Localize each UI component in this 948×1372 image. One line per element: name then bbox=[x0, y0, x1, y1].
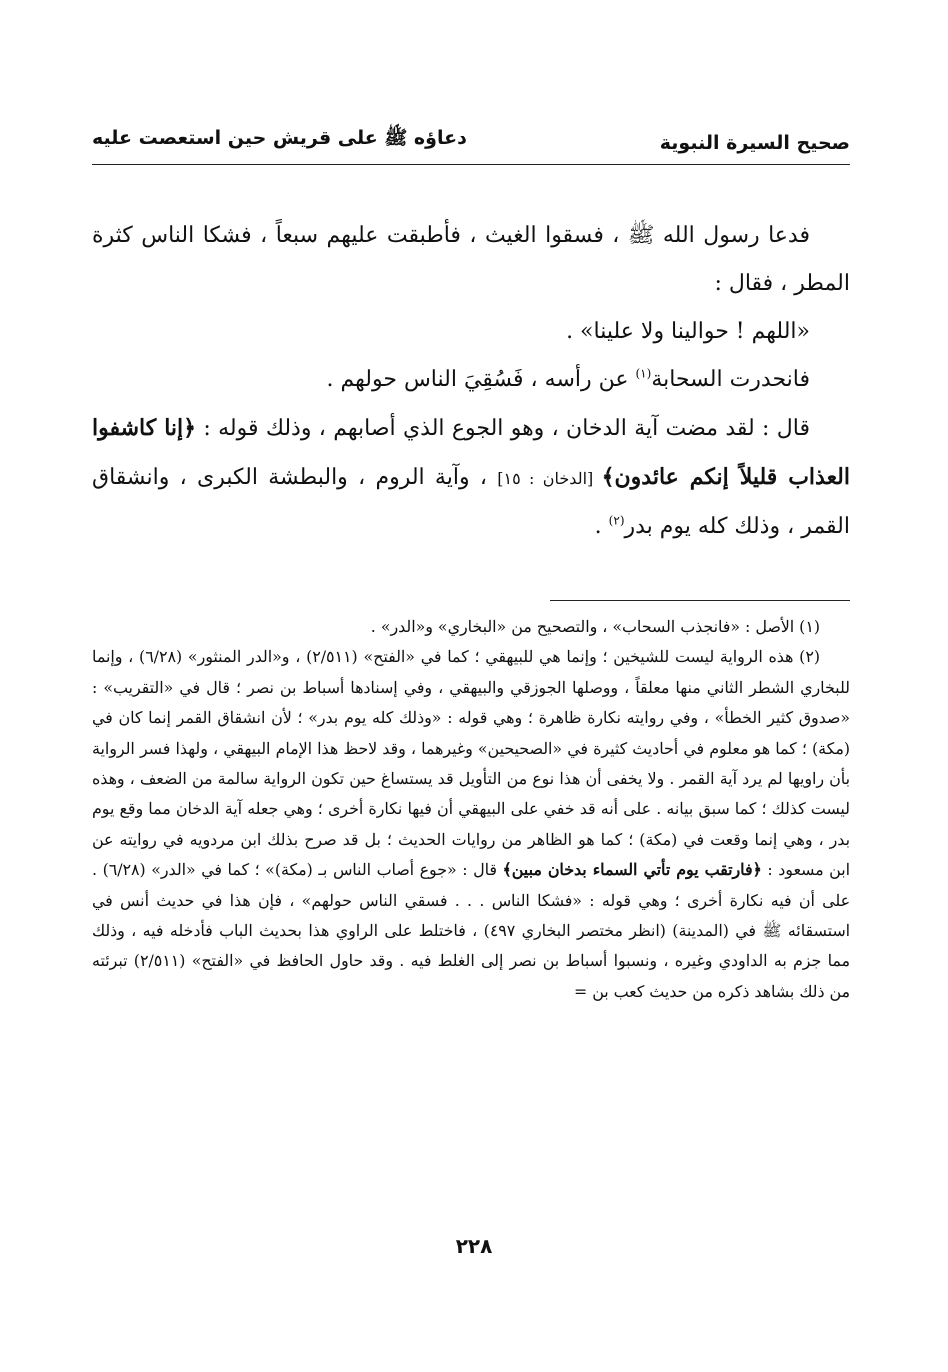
paragraph-4-text-cont: ، وآية الروم ، والبطشة الكبرى ، وانشقاق القمر ، وذلك كله يوم بدر bbox=[92, 465, 850, 539]
paragraph-4 bbox=[92, 404, 850, 551]
paragraph-4-text: قال : لقد مضت آية الدخان ، وهو الجوع الذي أصابهم ، وذلك قوله : bbox=[196, 416, 810, 441]
paragraph-4-end: . bbox=[594, 514, 609, 539]
footnote-separator bbox=[550, 600, 850, 601]
paragraph-3-text-end: عن رأسه ، فَسُقِيَ الناس حولهم . bbox=[326, 367, 636, 392]
footnote-ref-2[interactable]: (٢) bbox=[608, 513, 625, 528]
footnote-1: (١) الأصل : «فانجذب السحاب» ، والتصحيح من «البخاري» و«الدر» . bbox=[370, 617, 820, 636]
quran-verse: ﴿إنا كاشفوا العذاب قليلاً إنكم عائدون﴾ bbox=[92, 415, 850, 490]
header-rule bbox=[92, 164, 850, 165]
footnote-quran-verse: ﴿فارتقب يوم تأتي السماء بدخان مبين﴾ bbox=[502, 860, 762, 880]
paragraph-3-text: فانحدرت السحابة bbox=[651, 367, 810, 392]
running-header bbox=[92, 128, 850, 154]
book-title: صحيح السيرة النبوية bbox=[659, 132, 850, 154]
page-number: ٢٢٨ bbox=[455, 1234, 493, 1258]
verse-citation: [الدخان : ١٥] bbox=[497, 469, 602, 488]
main-text bbox=[92, 212, 850, 551]
chapter-title: دعاؤه ﷺ على قريش حين استعصت عليه bbox=[92, 127, 467, 149]
paragraph-1: فدعا رسول الله ﷺ ، فسقوا الغيث ، فأطبقت عليهم سبعاً ، فشكا الناس كثرة المطر ، فقال : bbox=[92, 223, 850, 296]
footnotes bbox=[92, 612, 850, 1007]
footnote-2 bbox=[92, 642, 850, 1007]
footnote-2-text-cont: قال : «جوع أصاب الناس بـ (مكة)» ؛ كما في «الدر» (٦/٢٨) . على أن فيه نكارة أخرى ؛ وهي قوله : «فشكا الناس . . . فسقي الناس حولهم» ، فإن هذا في حديث أنس في استسقائه ﷺ في (المدينة) (انظر مختصر البخاري ٤٩٧) ، فاختلط على الراوي هذا بحديث الباب فأدخله فيه ، وذلك مما جزم به الداودي وغيره ، ونسبوا أسباط بن نصر إلى الغلط فيه . وقد حاول الحافظ في «الفتح» (٢/٥١١) تبرئته من ذلك بشاهد ذكره من حديث كعب بن = bbox=[92, 860, 850, 1001]
paragraph-2: «اللهم ! حوالينا ولا علينا» . bbox=[566, 319, 810, 344]
footnote-2-text: (٢) هذه الرواية ليست للشيخين ؛ وإنما هي للبيهقي ؛ كما في «الفتح» (٢/٥١١) ، و«الدر المنثور» (٦/٢٨) ، وإنما للبخاري الشطر الثاني منها معلقاً ، ووصلها الجوزقي والبيهقي ، وفي إسنادها أسباط بن نصر ؛ قال في «التقريب» : «صدوق كثير الخطأ» ، وفي روايته نكارة ظاهرة ؛ وهي قوله : «وذلك كله يوم بدر» ؛ لأن انشقاق القمر إنما كان في (مكة) ؛ كما هو معلوم في أحاديث كثيرة في «الصحيحين» وغيرهما ، وقد لاحظ هذا الإمام البيهقي ، ولهذا فسر الرواية بأن راويها لم يرد آية القمر . ولا يخفى أن هذا نوع من التأويل قد يستساغ حين تكون الرواية سالمة من الضعف ، وهذه ليست كذلك ؛ كما سبق بيانه . على أنه قد خفي على البيهقي أن فيها نكارة أخرى ؛ وهي جعله آية الدخان مما وقع يوم بدر ، وهي إنما وقعت في (مكة) ؛ كما هو الظاهر من روايات الحديث ؛ بل قد صرح بذلك ابن مردويه في روايته عن ابن مسعود : bbox=[92, 647, 850, 880]
footnote-ref-1[interactable]: (١) bbox=[635, 366, 652, 381]
paragraph-3 bbox=[92, 356, 850, 404]
